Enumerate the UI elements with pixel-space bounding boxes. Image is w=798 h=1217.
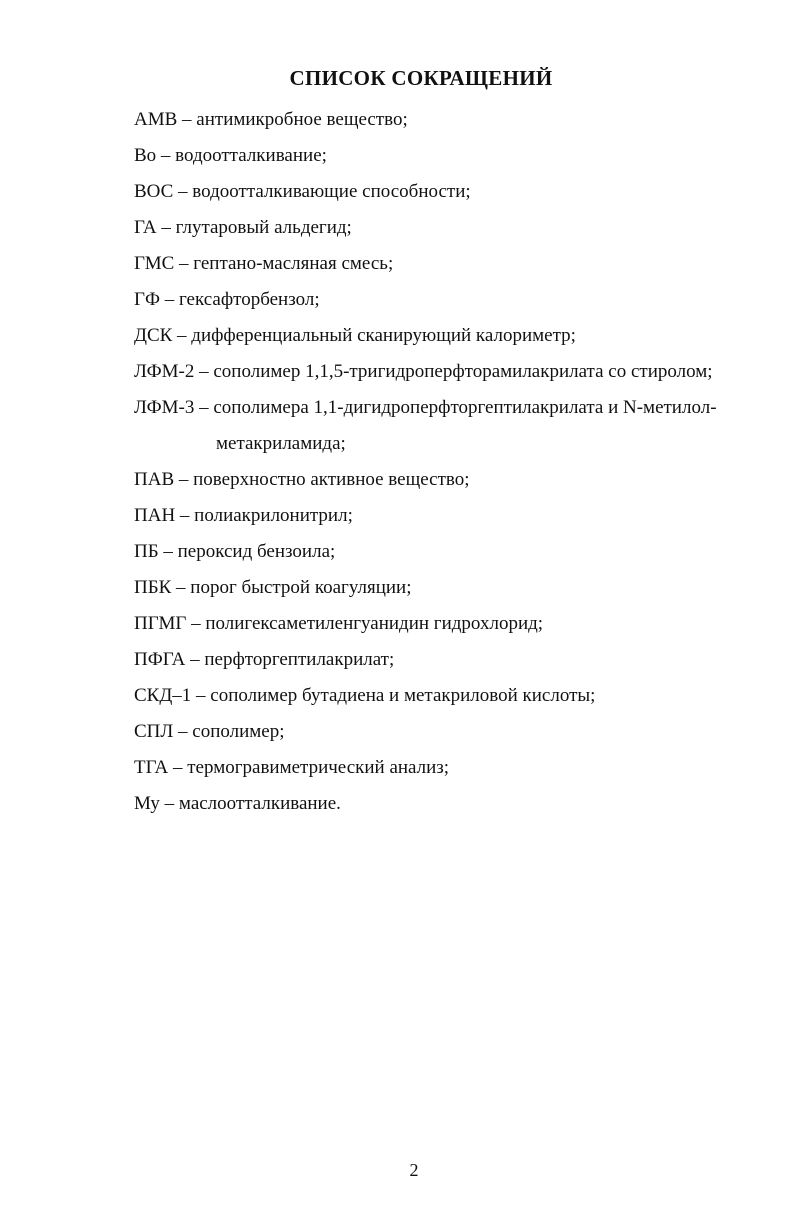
list-item: ВОС – водоотталкивающие способности; — [134, 181, 471, 202]
list-item: ГА – глутаровый альдегид; — [134, 217, 352, 238]
list-item: ТГА – термогравиметрический анализ; — [134, 757, 450, 778]
list-item: СКД–1 – сополимер бутадиена и метакриловой кислоты; — [134, 685, 596, 706]
page-number: 2 — [409, 1160, 419, 1180]
list-item: ПБ – пероксид бензоила; — [134, 541, 336, 562]
list-item: ДСК – дифференциальный сканирующий калориметр; — [134, 325, 576, 346]
list-item: Му – маслоотталкивание. — [134, 793, 341, 814]
list-item: ПАН – полиакрилонитрил; — [134, 505, 353, 526]
list-item: ПБК – порог быстрой коагуляции; — [134, 577, 412, 598]
list-item: ГМС – гептано-масляная смесь; — [134, 253, 394, 274]
list-item: АМВ – антимикробное вещество; — [134, 109, 408, 130]
list-item — [134, 396, 754, 456]
list-item: ПАВ – поверхностно активное вещество; — [134, 469, 470, 490]
list-item-text: ЛФМ-3 – сополимера 1,1-дигидроперфторгептилакрилата и N-метилол- — [134, 397, 717, 418]
list-item: СПЛ – сополимер; — [134, 721, 285, 742]
list-item: Во – водоотталкивание; — [134, 145, 327, 166]
abbreviation-list — [134, 108, 754, 828]
list-item: ЛФМ-2 – сополимер 1,1,5-тригидроперфторамилакрилата со стиролом; — [134, 361, 713, 382]
page-title: СПИСОК СОКРАЩЕНИЙ — [289, 66, 553, 90]
list-item-continuation: метакриламида; — [216, 433, 346, 454]
list-item: ГФ – гексафторбензол; — [134, 289, 320, 310]
list-item: ПГМГ – полигексаметиленгуанидин гидрохлорид; — [134, 613, 544, 634]
list-item: ПФГА – перфторгептилакрилат; — [134, 649, 395, 670]
